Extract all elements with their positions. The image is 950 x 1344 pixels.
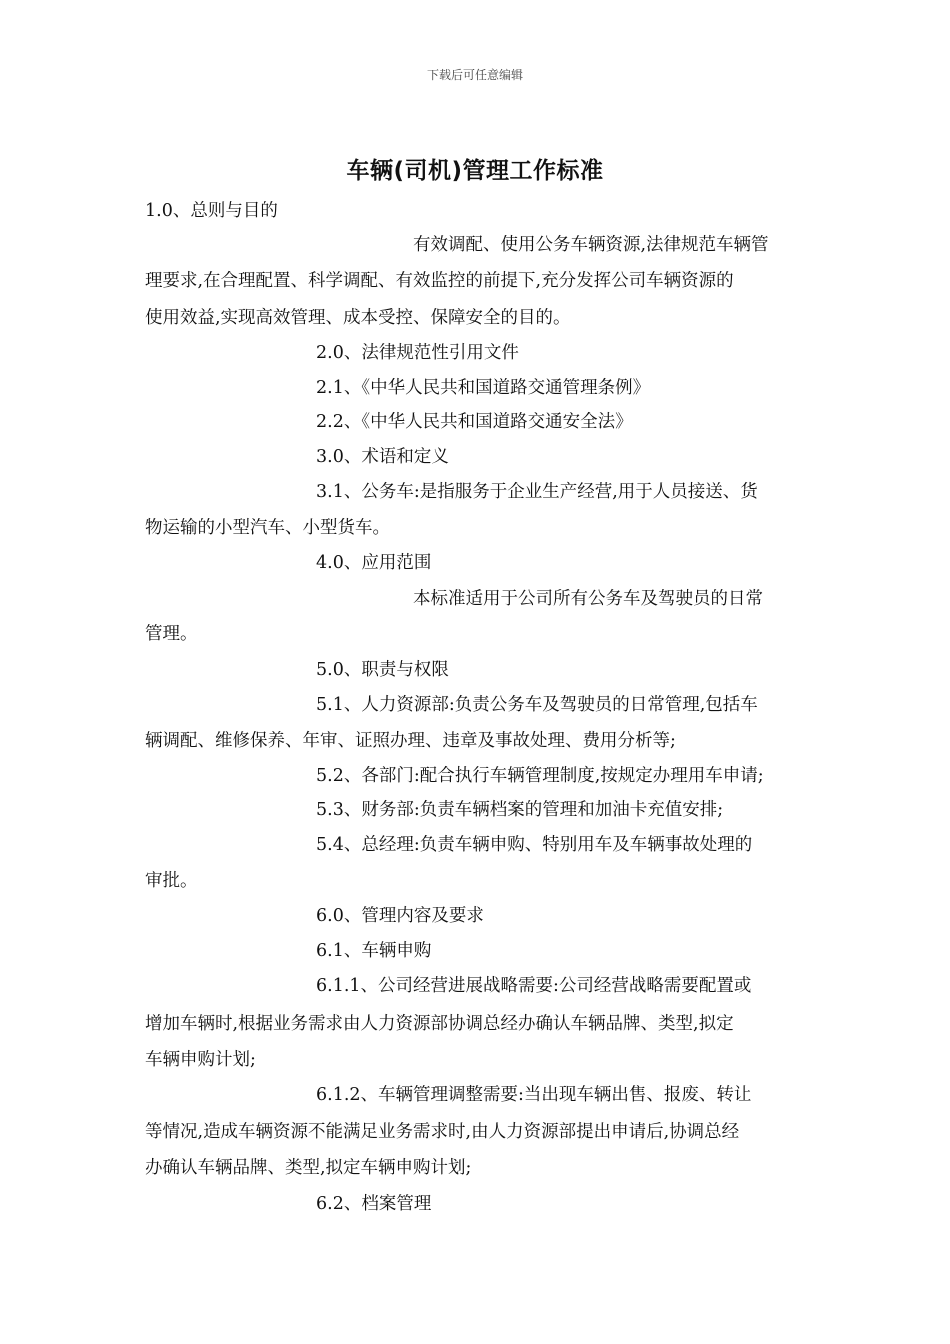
paragraph-line: 5.3、财务部:负责车辆档案的管理和加油卡充值安排;	[316, 800, 724, 820]
section-heading: 5.0、职责与权限	[316, 660, 449, 680]
paragraph-line: 车辆申购计划;	[145, 1050, 256, 1070]
paragraph-line: 3.1、公务车:是指服务于企业生产经营,用于人员接送、货	[316, 482, 758, 502]
paragraph-line: 有效调配、使用公务车辆资源,法律规范车辆管	[413, 235, 769, 255]
paragraph-line: 5.4、总经理:负责车辆申购、特别用车及车辆事故处理的	[316, 835, 753, 855]
paragraph-line: 6.1.2、车辆管理调整需要:当出现车辆出售、报废、转让	[316, 1085, 752, 1105]
paragraph-line: 物运输的小型汽车、小型货车。	[145, 518, 390, 538]
section-heading: 4.0、应用范围	[316, 553, 432, 573]
paragraph-line: 2.2、《中华人民共和国道路交通安全法》	[316, 412, 633, 432]
document-title: 车辆(司机)管理工作标准	[346, 158, 604, 184]
section-heading: 2.0、法律规范性引用文件	[316, 343, 519, 363]
paragraph-line: 使用效益,实现高效管理、成本受控、保障安全的目的。	[145, 308, 571, 328]
paragraph-line: 增加车辆时,根据业务需求由人力资源部协调总经办确认车辆品牌、类型,拟定	[145, 1014, 734, 1034]
section-heading: 3.0、术语和定义	[316, 447, 449, 467]
paragraph-line: 6.1、车辆申购	[316, 941, 432, 961]
paragraph-line: 等情况,造成车辆资源不能满足业务需求时,由人力资源部提出申请后,协调总经	[145, 1122, 740, 1142]
section-heading: 6.0、管理内容及要求	[316, 906, 484, 926]
paragraph-line: 办确认车辆品牌、类型,拟定车辆申购计划;	[145, 1158, 472, 1178]
paragraph-line: 6.1.1、公司经营进展战略需要:公司经营战略需要配置或	[316, 976, 752, 996]
section-heading: 6.2、档案管理	[316, 1194, 432, 1214]
paragraph-line: 审批。	[145, 871, 198, 891]
paragraph-line: 2.1、《中华人民共和国道路交通管理条例》	[316, 378, 651, 398]
paragraph-line: 5.2、各部门:配合执行车辆管理制度,按规定办理用车申请;	[316, 766, 764, 786]
paragraph-line: 5.1、人力资源部:负责公务车及驾驶员的日常管理,包括车	[316, 695, 758, 715]
section-heading: 1.0、总则与目的	[145, 201, 278, 221]
paragraph-line: 辆调配、维修保养、年审、证照办理、违章及事故处理、费用分析等;	[145, 731, 676, 751]
paragraph-line: 管理。	[145, 624, 198, 644]
page-header: 下载后可任意编辑	[426, 68, 523, 82]
paragraph-line: 本标准适用于公司所有公务车及驾驶员的日常	[413, 589, 763, 609]
paragraph-line: 理要求,在合理配置、科学调配、有效监控的前提下,充分发挥公司车辆资源的	[145, 271, 734, 291]
